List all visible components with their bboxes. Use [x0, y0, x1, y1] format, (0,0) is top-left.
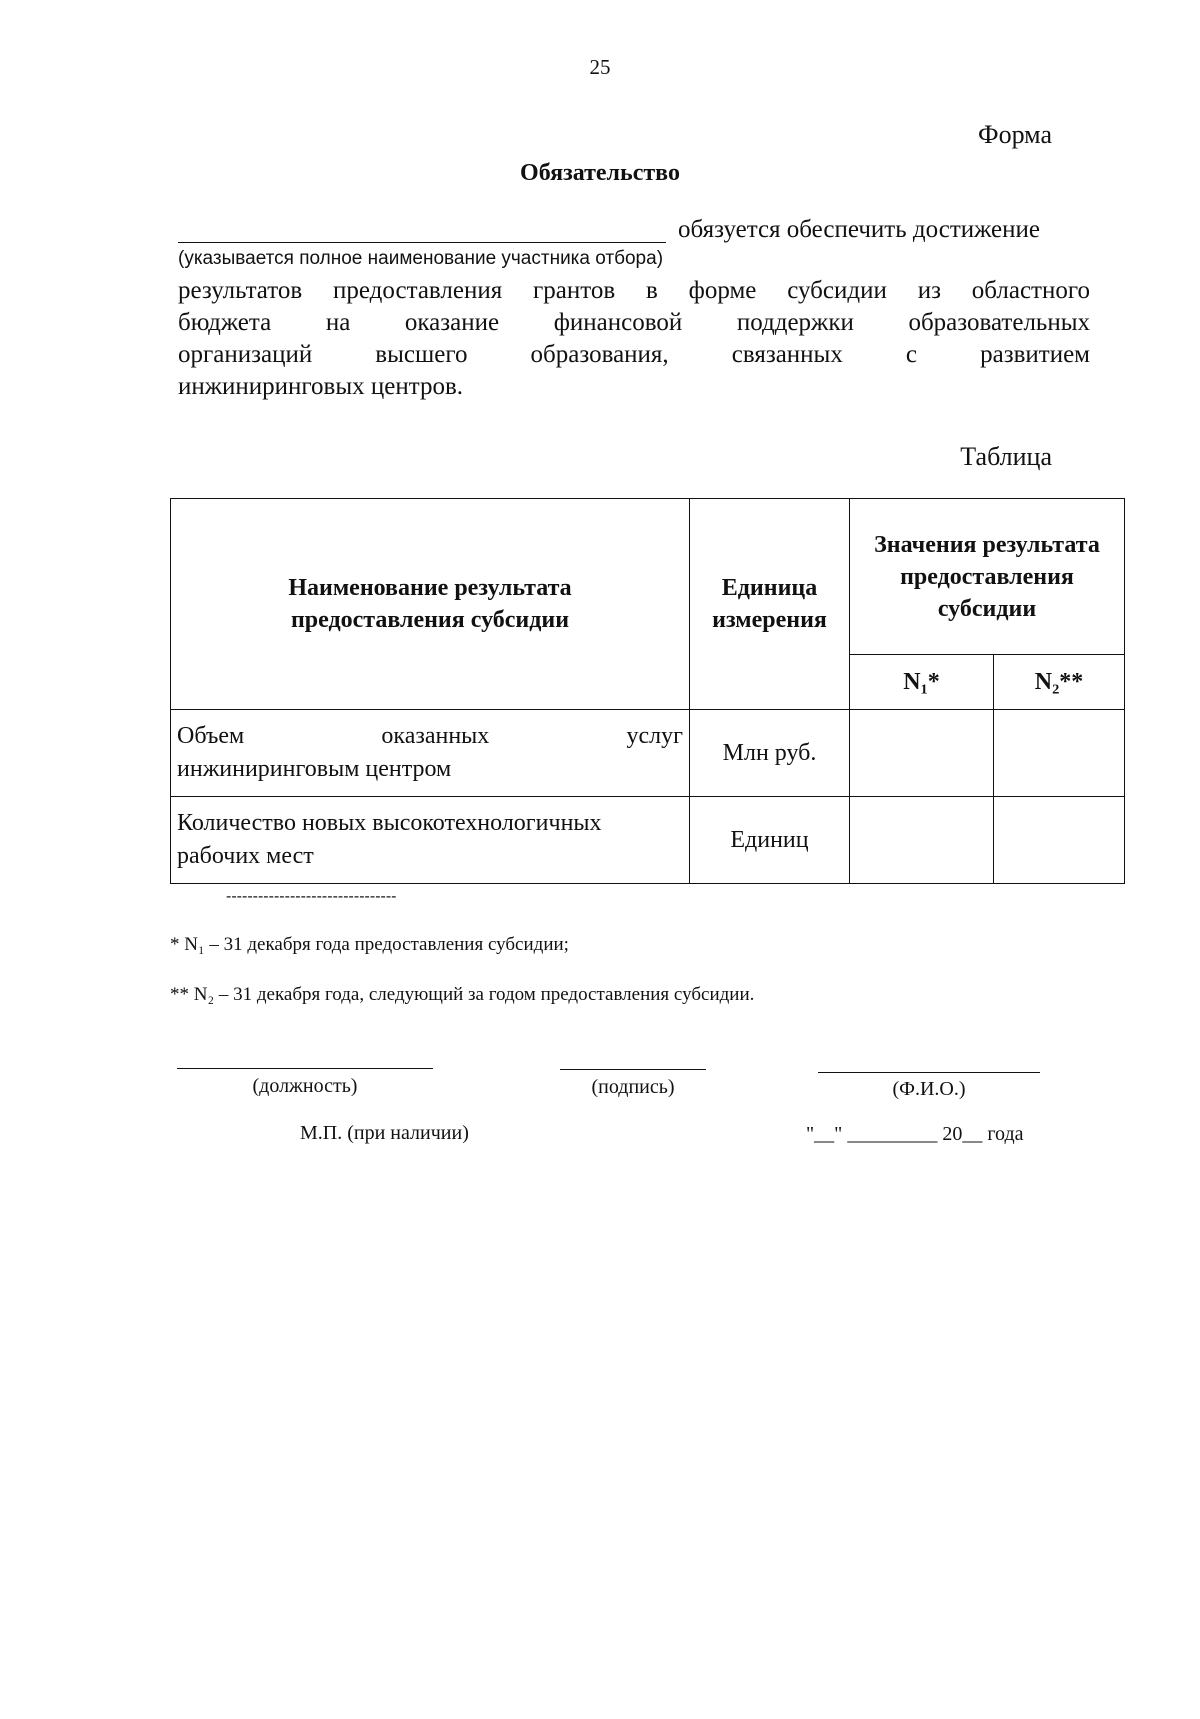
- table-row: [171, 710, 1125, 797]
- participant-name-blank: [178, 242, 666, 243]
- footnote-separator: --------------------------------: [226, 888, 397, 905]
- table-label: Таблица: [960, 442, 1052, 471]
- signature-line: [560, 1069, 706, 1070]
- row-name-line: рабочих мест: [177, 843, 314, 869]
- table-row: [171, 797, 1125, 884]
- row-name-line: Объем оказанных услуг: [177, 723, 683, 749]
- row-unit: Млн руб.: [690, 710, 850, 797]
- row-n2-value: [994, 710, 1125, 797]
- paragraph-line: инжиниринговых центров.: [178, 373, 464, 400]
- paragraph-line: организаций высшего образования, связанных с развитием: [178, 341, 1090, 368]
- results-table: [170, 498, 1125, 884]
- fio-caption: (Ф.И.О.): [892, 1078, 966, 1100]
- footnote: * N₁ – 31 декабря года предоставления субсидии;: [170, 934, 569, 955]
- footnote: ** N₂ – 31 декабря года, следующий за годом предоставления субсидии.: [170, 984, 755, 1005]
- row-result-name: [171, 710, 690, 797]
- row-result-name: [171, 797, 690, 884]
- intro-text: обязуется обеспечить достижение: [678, 216, 1041, 243]
- date-placeholder: "__" _________ 20__ года: [806, 1123, 1024, 1145]
- header-n2: N₂**: [994, 655, 1125, 710]
- row-name-line: Количество новых высокотехнологичных: [177, 810, 602, 836]
- fio-line: [818, 1072, 1040, 1073]
- page-number: 25: [589, 55, 611, 79]
- stamp-note: М.П. (при наличии): [300, 1122, 469, 1144]
- row-n1-value: [850, 797, 994, 884]
- form-label: Форма: [978, 120, 1052, 149]
- row-n2-value: [994, 797, 1125, 884]
- position-line: [177, 1068, 433, 1069]
- header-result-name: Наименование результата предоставления субсидии: [171, 499, 690, 710]
- paragraph-line: бюджета на оказание финансовой поддержки образовательных: [178, 309, 1090, 336]
- participant-hint: (указывается полное наименование участника отбора): [178, 248, 664, 269]
- header-unit: Единица измерения: [690, 499, 850, 710]
- row-n1-value: [850, 710, 994, 797]
- document-title: Обязательство: [520, 160, 680, 186]
- position-caption: (должность): [252, 1075, 358, 1097]
- header-n1: N₁*: [850, 655, 994, 710]
- row-name-line: инжиниринговым центром: [177, 756, 452, 782]
- row-unit: Единиц: [690, 797, 850, 884]
- header-values: Значения результата предоставления субсидии: [850, 499, 1125, 655]
- signature-caption: (подпись): [591, 1076, 675, 1098]
- paragraph-line: результатов предоставления грантов в форме субсидии из областного: [178, 277, 1090, 304]
